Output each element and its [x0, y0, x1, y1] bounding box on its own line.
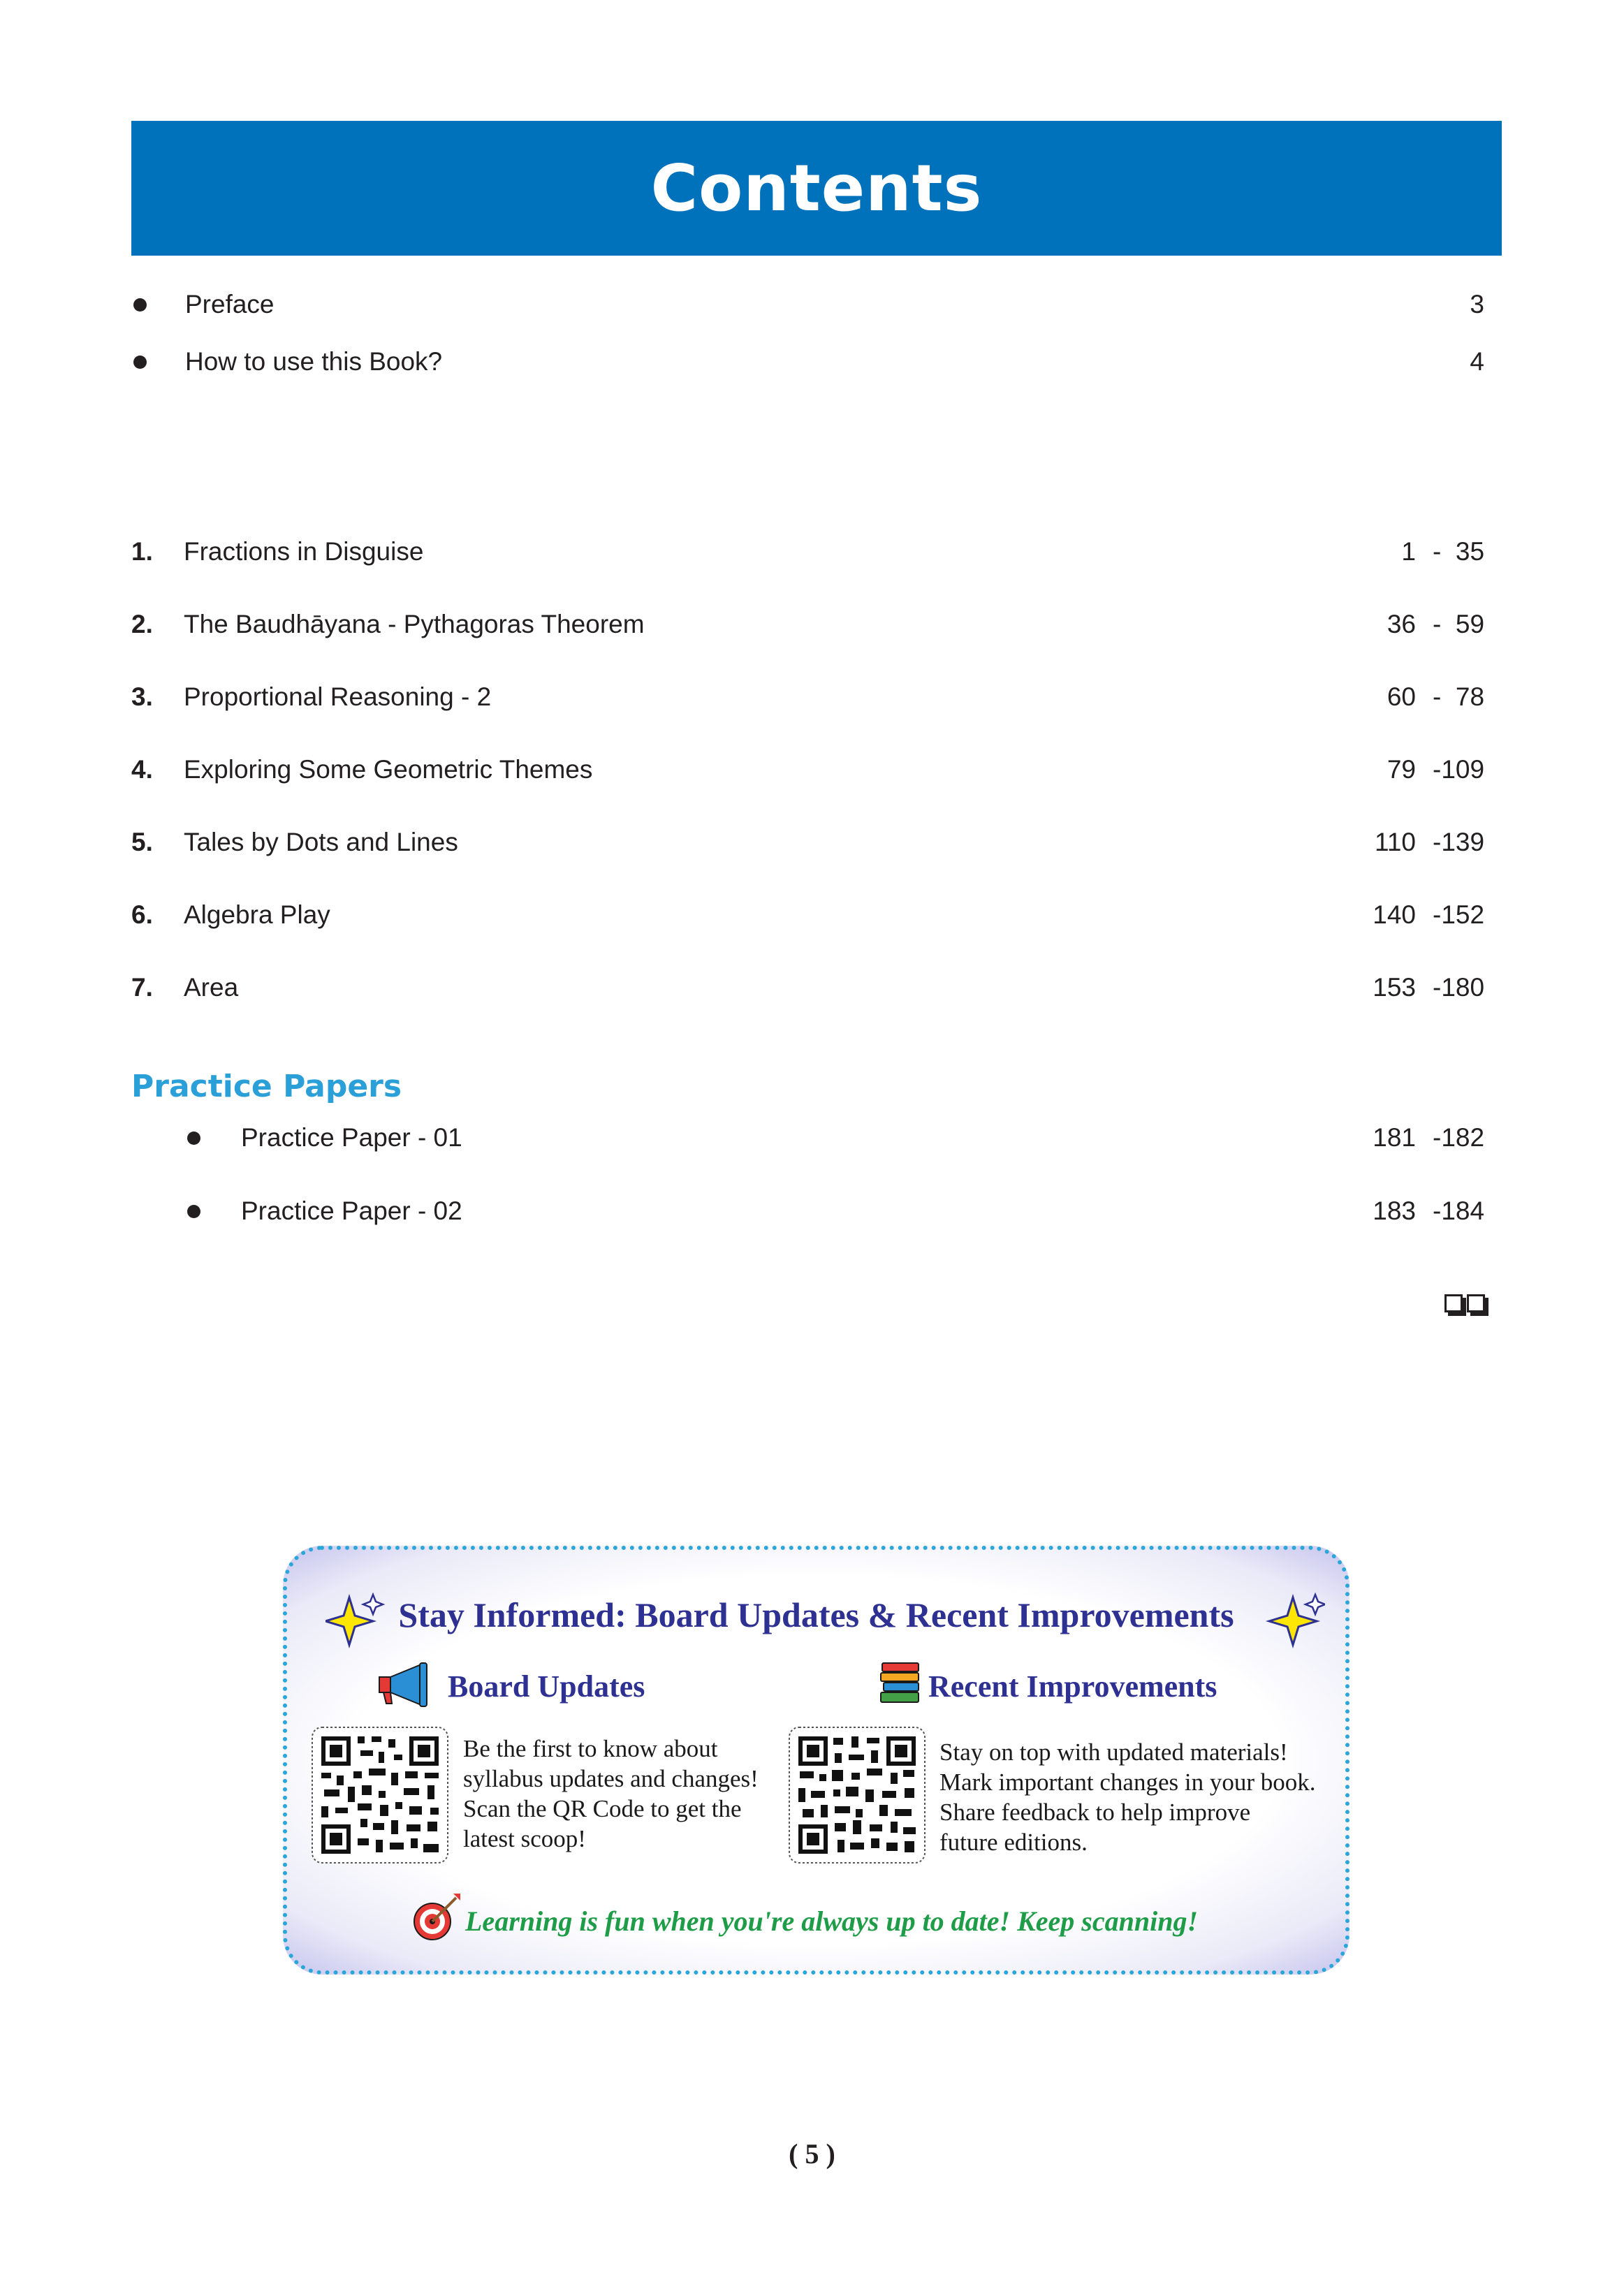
page-from: 181: [1373, 1123, 1416, 1152]
books-icon: [879, 1660, 921, 1706]
page-to: - 35: [1433, 537, 1485, 566]
chapter-title: Fractions in Disguise: [184, 537, 424, 566]
contents-banner: [131, 121, 1502, 256]
page-to: - 59: [1433, 610, 1485, 638]
toc-practice-paper[interactable]: [131, 1118, 1502, 1157]
page-to: -184: [1433, 1196, 1485, 1225]
page-to: -109: [1433, 755, 1485, 784]
page-to: -180: [1433, 973, 1485, 1002]
page-to: -139: [1433, 828, 1485, 856]
bullet-icon: [187, 1132, 200, 1145]
paper-title: Practice Paper - 02: [241, 1196, 462, 1225]
recent-improvements-text: Stay on top with updated materials! Mark important changes in your book. Share feedback to help improve future editions.: [939, 1738, 1316, 1856]
page-to: - 78: [1433, 682, 1485, 711]
toc-chapter[interactable]: [131, 532, 1502, 571]
chapter-title: Proportional Reasoning - 2: [184, 682, 492, 711]
board-updates-heading: Board Updates: [448, 1669, 645, 1704]
box-tagline: Learning is fun when you're always up to date! Keep scanning!: [465, 1905, 1199, 1937]
paper-title: Practice Paper - 01: [241, 1123, 462, 1152]
toc-chapter[interactable]: [131, 895, 1502, 935]
qr-code-recent-improvements[interactable]: [789, 1727, 926, 1864]
page-from: 183: [1373, 1196, 1416, 1225]
board-updates-text: Be the first to know about syllabus updates and changes! Scan the QR Code to get the latest scoop!: [463, 1735, 759, 1852]
recent-improvements-heading: Recent Improvements: [928, 1669, 1217, 1704]
chapter-number: 2.: [131, 610, 153, 638]
toc-entry-how-to-use[interactable]: [131, 342, 1502, 381]
chapter-number: 6.: [131, 900, 153, 929]
page-from: 140: [1373, 900, 1416, 929]
page-title: Contents: [650, 151, 983, 226]
chapter-title: Tales by Dots and Lines: [184, 828, 458, 856]
page-to: -152: [1433, 900, 1485, 929]
toc-chapter[interactable]: [131, 968, 1502, 1007]
page-from: 110: [1375, 828, 1416, 856]
box-title: Stay Informed: Board Updates & Recent Improvements: [398, 1595, 1234, 1634]
toc-chapter[interactable]: [131, 750, 1502, 789]
page-to: -182: [1433, 1123, 1485, 1152]
entry-page: 4: [1470, 347, 1484, 376]
chapter-title: Area: [184, 973, 239, 1002]
toc-entry-preface[interactable]: [131, 285, 1502, 324]
chapter-title: Algebra Play: [184, 900, 330, 929]
qr-code-board-updates[interactable]: [312, 1727, 448, 1864]
chapter-number: 3.: [131, 682, 153, 711]
bullet-icon: [187, 1205, 200, 1218]
page-from: 1: [1401, 537, 1416, 566]
entry-title: Preface: [185, 290, 275, 319]
chapter-number: 4.: [131, 755, 153, 784]
practice-papers-heading: Practice Papers: [131, 1069, 402, 1104]
page-from: 79: [1387, 755, 1416, 784]
chapter-number: 7.: [131, 973, 153, 1002]
page-number: ( 5 ): [789, 2138, 835, 2169]
toc-chapter[interactable]: [131, 678, 1502, 717]
end-mark-icon: [1444, 1294, 1485, 1312]
page-from: 60: [1387, 682, 1416, 711]
megaphone-icon: [376, 1662, 432, 1708]
entry-title: How to use this Book?: [185, 347, 443, 376]
bullet-icon: [133, 298, 147, 312]
sparkle-icon: [1265, 1592, 1325, 1649]
chapter-title: The Baudhāyana - Pythagoras Theorem: [184, 610, 645, 638]
page-from: 153: [1373, 973, 1416, 1002]
bullet-icon: [133, 356, 147, 369]
chapter-number: 1.: [131, 537, 153, 566]
chapter-title: Exploring Some Geometric Themes: [184, 755, 593, 784]
target-icon: [411, 1892, 462, 1942]
toc-practice-paper[interactable]: [131, 1192, 1502, 1231]
entry-page: 3: [1470, 290, 1484, 319]
page-from: 36: [1387, 610, 1416, 638]
toc-chapter[interactable]: [131, 823, 1502, 862]
toc-chapter[interactable]: [131, 605, 1502, 644]
chapter-number: 5.: [131, 828, 153, 856]
stay-informed-box: [283, 1546, 1349, 1975]
